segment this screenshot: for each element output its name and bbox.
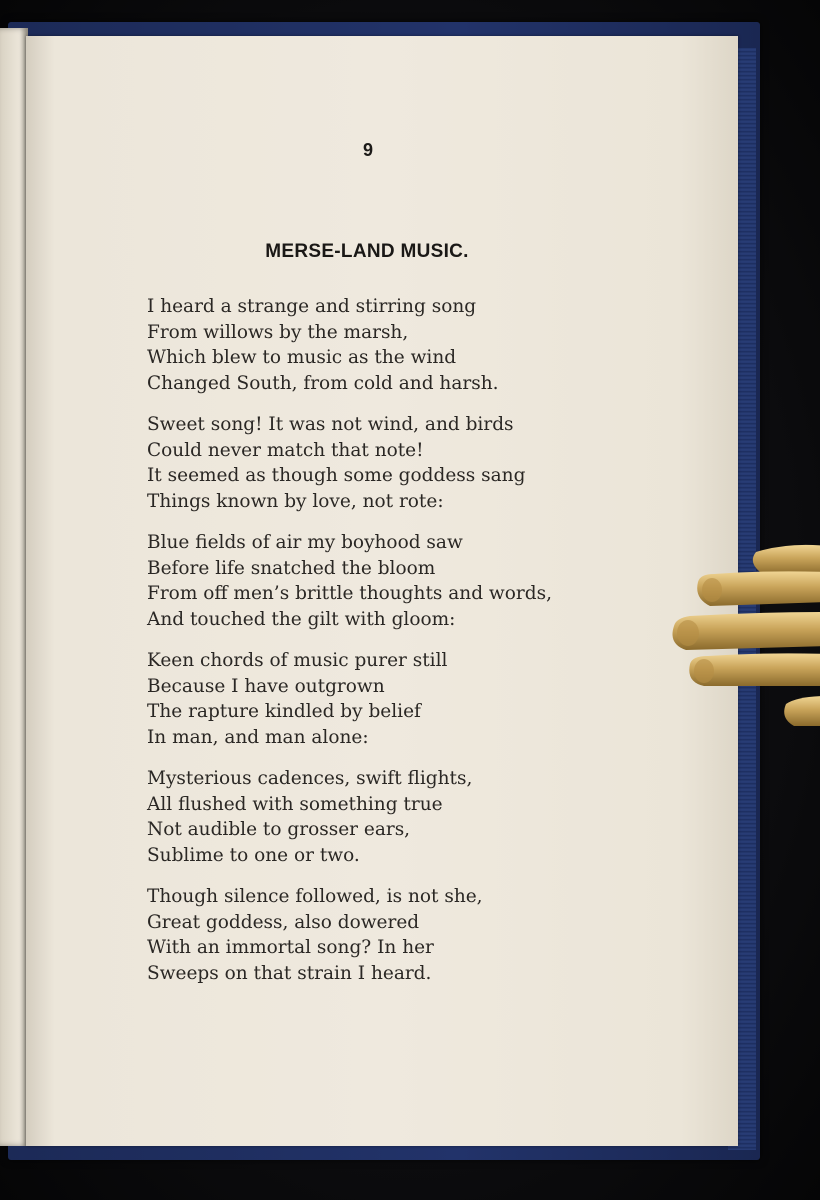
book-page <box>26 36 738 1146</box>
poem-line: Sweet song! It was not wind, and birds <box>147 414 514 435</box>
poem-line: Mysterious cadences, swift flights, <box>147 768 473 789</box>
poem-line: Could never match that note! <box>147 439 424 461</box>
poem-line: Things known by love, not rote: <box>147 490 444 512</box>
poem-title: MERSE-LAND MUSIC. <box>265 241 469 262</box>
poem-line: Changed South, from cold and harsh. <box>147 372 499 394</box>
stanza <box>147 294 587 396</box>
poem-line: Great goddess, also dowered <box>147 911 420 933</box>
poem-line: Sublime to one or two. <box>147 844 360 866</box>
poem-line: Not audible to grosser ears, <box>147 819 411 840</box>
poem-line: From willows by the marsh, <box>147 321 409 343</box>
poem-line: Which blew to music as the wind <box>147 347 457 368</box>
poem-line: In man, and man alone: <box>147 726 369 748</box>
poem-line: Though silence followed, is not she, <box>147 886 483 907</box>
poem-line: All flushed with something true <box>147 793 443 815</box>
stanza <box>147 412 587 514</box>
poem-line: Blue fields of air my boyhood saw <box>147 532 463 553</box>
poem-line: Sweeps on that strain I heard. <box>147 962 432 984</box>
poem-line: Before life snatched the bloom <box>147 557 436 579</box>
stanza <box>147 884 587 986</box>
poem-line: I heard a strange and stirring song <box>147 296 477 317</box>
poem-line: And touched the gilt with gloom: <box>147 608 456 630</box>
poem-line: It seemed as though some goddess sang <box>147 465 526 486</box>
poem-body <box>147 294 587 1002</box>
poem-line: Because I have outgrown <box>147 675 385 697</box>
stanza <box>147 766 587 868</box>
poem-line: Keen chords of music purer still <box>147 650 448 671</box>
poem-line: From off men’s brittle thoughts and words, <box>147 583 552 604</box>
brass-hand-page-holder <box>668 540 820 730</box>
stanza <box>147 648 587 750</box>
poem-line: With an immortal song? In her <box>147 937 434 958</box>
stanza <box>147 530 587 632</box>
poem-line: The rapture kindled by belief <box>147 701 421 722</box>
page-number: 9 <box>362 140 373 160</box>
facing-page-edge <box>0 28 28 1146</box>
